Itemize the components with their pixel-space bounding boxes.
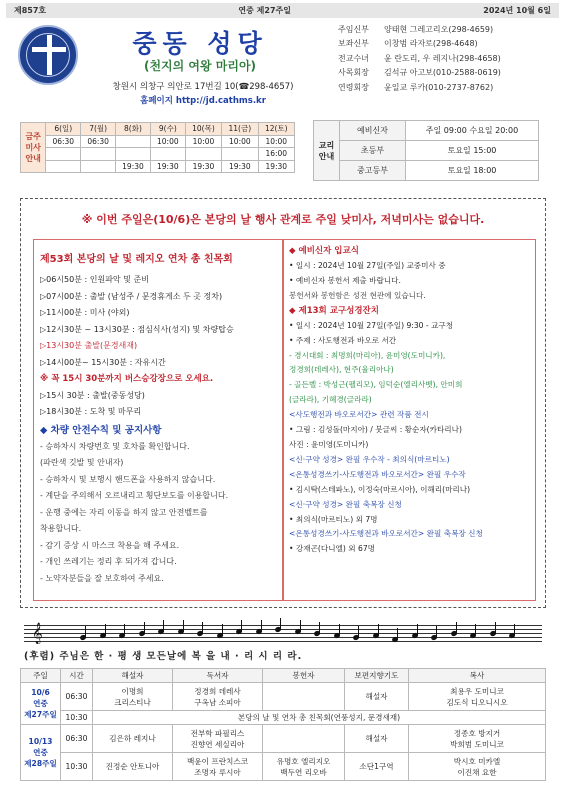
safety-heading: ◆ 차량 안전수칙 및 공지사항 [40,424,162,436]
staff-row: 연령회장 윤일교 루카(010-2737-8762) [338,82,494,92]
schedule-item: ▷06시50분 : 인원파악 및 준비 [40,275,149,284]
announcement-line: - 골든벨 : 박성근(펠리모), 임덕순(엘리사벳), 안미희 [289,380,463,390]
schedule-item: ▷18시30분 : 도착 및 마무리 [40,407,142,416]
table-row: 19:30 19:30 19:30 19:30 19:30 [21,160,295,173]
announcement-line: • 주제 : 사도행전과 바오로 서간 [289,335,397,345]
hymn-lyrics: (후렴) 주님은 한 · 평 생 모든날에 복 을 내 · 리 시 리 라. [24,651,303,662]
table-row: 10:30 진정순 안토니아 백윤이 프란치스코 조명자 루시아 유명호 엘리지오 백두연 리오바 소단1구역 박시호 미카엘 이진채 요한 [21,753,546,781]
announcements-panel [283,239,536,601]
safety-item: - 노약자분들을 잘 보호하여 주세요. [40,573,164,583]
announcement-line: • 김시탁(스테파노), 이정숙(마르시아), 이해리(마리나) [289,484,471,494]
note-stem [222,624,223,635]
note-stem [397,628,398,639]
announcement-line: 사진 : 윤미영(도미니카) [289,439,369,449]
note-stem [183,620,184,631]
note-stem [514,624,515,635]
safety-item: - 감기 증상 시 마스크 착용을 해 주세요. [40,540,180,550]
catechumen-heading: ◆ 예비신자 입교식 [289,246,359,256]
award-heading: <신·구약 성경> 완필 축복장 신청 [289,499,402,509]
schedule-item: ▷07시00분 : 출발 (남성주 / 문경휴게소 두 곳 정차) [40,291,223,301]
issue-number: 제857호 [14,6,47,15]
safety-item: - 승하차시 차량번호 및 호차를 확인합니다. [40,441,190,451]
announcement-line: • 최의식(마르티노) 외 7명 [289,514,378,524]
safety-item: - 계단을 주의해서 오르내리고 횡단보도를 이용합니다. [40,491,229,500]
staff-row: 보좌신부 이창범 라자로(298-4648) [338,39,478,49]
church-subtitle: (천지의 여왕 마리아) [143,59,257,73]
announcement-line: (글라라), 기혜경(글라라) [289,395,372,405]
liturgy-roster-table [20,668,546,781]
treble-clef-icon: 𝄞 [32,623,43,644]
notice-box [20,198,546,608]
notice-title: ※ 이번 주일은(10/6)은 본당의 날 행사 관계로 주일 낮미사, 저녁미사는 없습니다. [81,213,485,226]
table-row: 10:30 본당의 날 및 연차 총 친목회(연풍성지, 문경새재) [21,711,546,725]
safety-item: (파란색 깃발 및 안내자) [40,458,124,467]
staff-row: 사목회장 김석규 아고보(010-2588-0619) [338,68,501,78]
anniversary-event-panel [33,239,283,601]
table-row: 06:30 06:30 10:00 10:00 10:00 10:00 [21,135,295,148]
note-stem [319,622,320,633]
catechism-label: 교리 안내 [314,121,340,181]
announcement-line: • 일시 : 2024년 10월 27일(주일) 교중미사 중 [289,261,446,270]
note-stem [417,624,418,635]
mass-table-corner: 금주 미사 안내 [21,123,46,173]
staff-list [338,22,560,95]
note-stem [241,620,242,631]
safety-item: - 개인 쓰레기는 정리 후 되가져 갑니다. [40,557,177,566]
note-stem [358,626,359,637]
schedule-item: ▷13시30분 출발(문경새재) [40,341,138,350]
note-stem [105,624,106,635]
bus-warning: ※ 꼭 15시 30분까지 버스승강장으로 오세요. [40,374,214,384]
award-heading: <온통성경쓰기-사도행전과 바오로서간> 완필 축복장 신청 [289,529,483,539]
note-stem [495,622,496,633]
table-header-row: 주일 시간 해설자 독서자 봉헌자 보편지향기도 복사 [21,669,546,683]
note-stem [475,624,476,635]
announcement-line: • 그림 : 김성돌(마지아) / 붓글씨 : 황순자(카타리나) [289,425,462,435]
homepage-link[interactable]: 홈페이지 http://jd.cathms.kr [140,96,266,106]
announcement-line: - 경시대회 : 최명희(마리아), 윤미영(도미니카), [289,350,446,360]
announcement-line: 봉헌서와 봉헌함은 성전 현관에 있습니다. [289,290,426,300]
liturgical-week: 연중 제27주일 [238,6,291,15]
note-stem [436,626,437,637]
table-row: 중고등부 토요일 18:00 [314,161,539,181]
note-stem [280,618,281,629]
announcement-line: 정경희(데레사), 현주(율리아나) [289,365,394,375]
issue-header-bar [6,3,559,18]
announcement-line: • 예비신자 봉헌서 제출 바랍니다. [289,275,401,285]
note-stem [339,624,340,635]
staff-row: 주임신부 양태현 그레고리오(298-4659) [338,24,494,34]
issue-date: 2024년 10월 6일 [483,6,551,15]
hymn-score [20,621,546,661]
event-heading: 제53회 본당의 날 및 레지오 연차 총 친목회 [40,254,233,265]
note-stem [378,624,379,635]
note-stem [261,620,262,631]
note-stem [300,620,301,631]
safety-item: - 승하차시 및 보행시 핸드폰을 사용하지 않습니다. [40,474,216,484]
schedule-item: ▷15시 30분 : 출발(중동성당) [40,390,145,400]
note-stem [124,624,125,635]
mass-schedule-table: 금주 미사 안내 6(일) 7(월) 8(화) 9(수) 10(목) 11(금) 12(토) 06:30 06:30 10:00 10:00 10:00 10:00 16:00 19:30 19:30 19:30 19:30 19:30 [20,122,295,173]
staff-row: 전교수녀 윤 란도리, 우 레지나(298-4658) [338,53,501,63]
bible-festival-heading: ◆ 제13회 교구성경잔치 [289,305,379,316]
award-heading: <신·구약 성경> 완필 우수작 - 최의식(마르티노) [289,454,450,464]
note-stem [202,622,203,633]
safety-item: 착용합니다. [40,524,82,533]
note-stem [163,620,164,631]
announcement-line: • 강재곤(다니엘) 외 67명 [289,544,375,554]
safety-item: - 운행 중에는 자리 이동을 하지 않고 안전벨트를 [40,507,208,517]
announcement-line: • 일시 : 2024년 10월 27일(주일) 9:30 - 교구청 [289,320,454,330]
church-name: 중동 성당 [132,29,268,58]
note-stem [144,622,145,633]
table-row: 16:00 [21,148,295,161]
table-row: 교리 안내 예비신자 주일 09:00 수요일 20:00 [314,121,539,141]
catechism-table [313,120,539,181]
schedule-item: ▷11시00분 : 미사 (야외) [40,308,130,317]
exhibit-heading: <사도행전과 바오로서간> 관련 작품 전시 [289,410,429,420]
church-logo-icon [18,25,78,85]
note-stem [85,626,86,637]
table-row: 10/13 연중 제28주일 06:30 김은하 레지나 전부학 파필리스 진향연 세실리아 해설자 정종호 방지거 박희범 도미니코 [21,725,546,753]
schedule-item: ▷14시00분~ 15시30분 : 자유시간 [40,357,166,367]
church-address: 창원시 의창구 의안로 17번길 10(☎298-4657) [112,82,294,92]
schedule-item: ▷12시30분 ~ 13시30분 : 점심식사(성지) 및 차량탑승 [40,324,234,334]
award-heading: <온통성경쓰기-사도행전과 바오로서간> 완필 우수작 [289,469,466,479]
table-row: 10/6 연중 제27주일 06:30 이명희 크리스티나 정경희 데레사 구옥남 소피아 해설자 최용우 도미니코 김도식 디오니시오 [21,683,546,711]
table-row: 초등부 토요일 15:00 [314,141,539,161]
note-stem [456,622,457,633]
